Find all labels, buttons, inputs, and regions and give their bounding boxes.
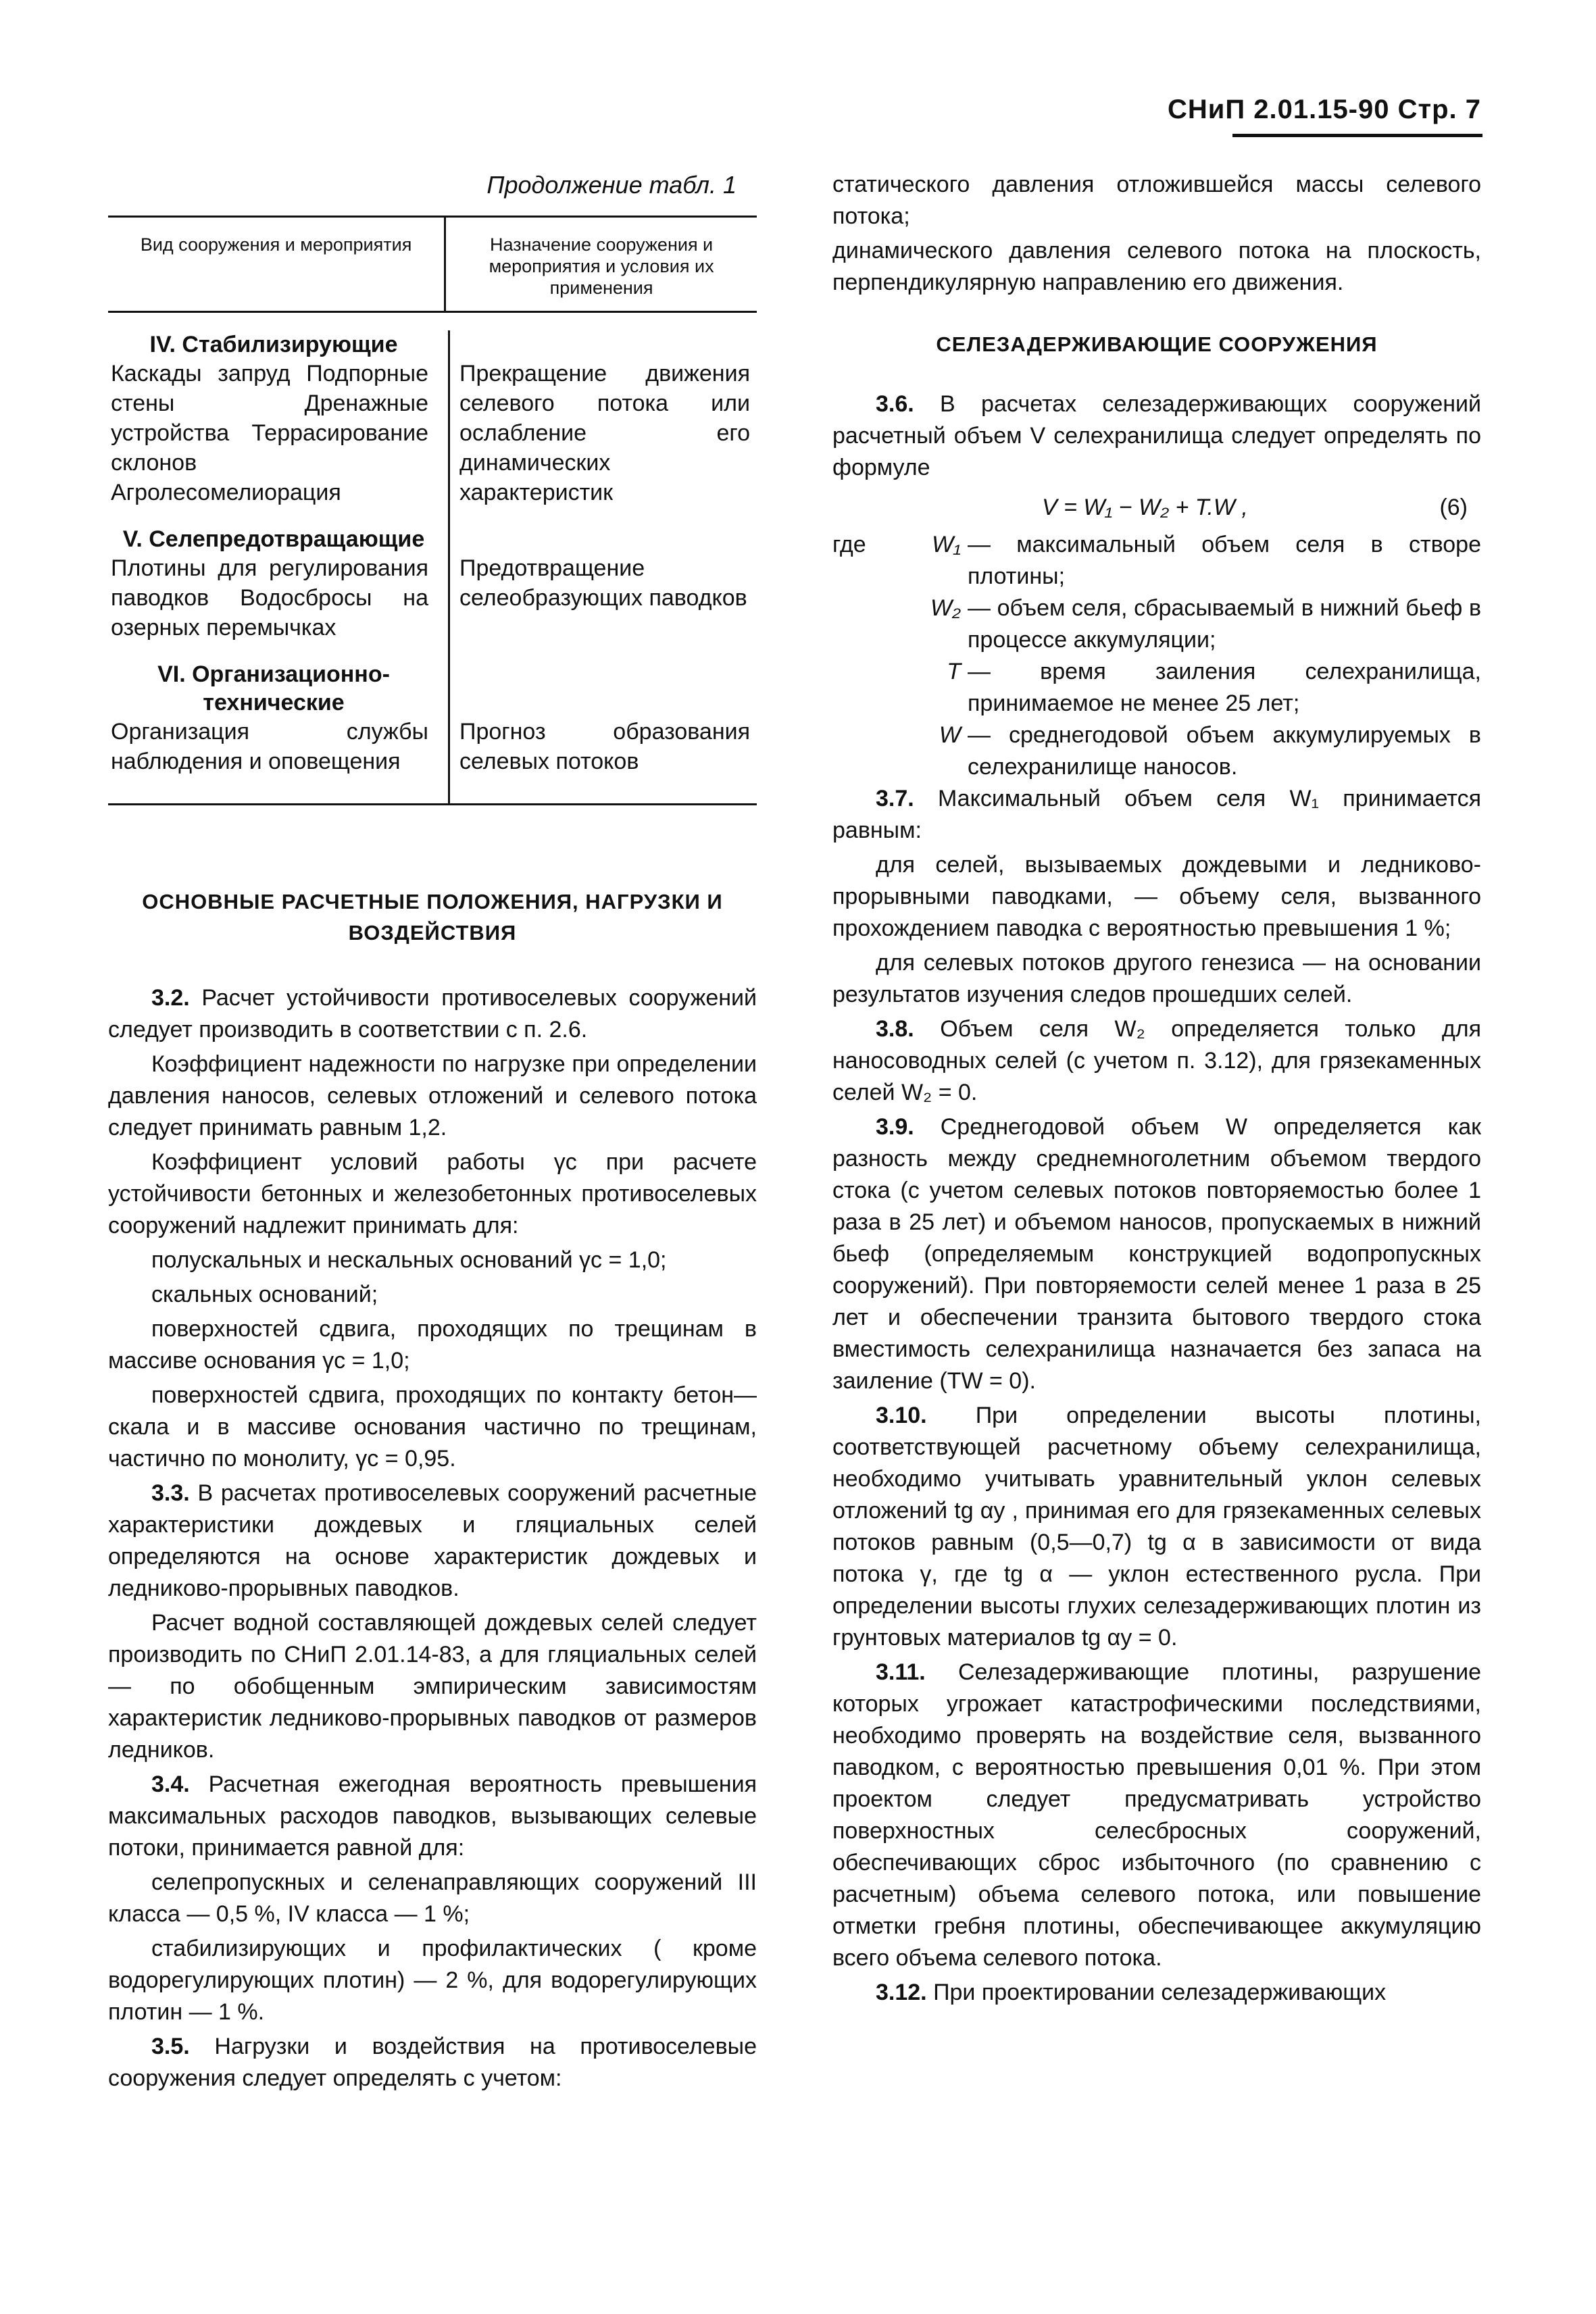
paragraph-3-2: [108, 982, 757, 1046]
clause-text: При проектировании селезадерживающих: [926, 1980, 1387, 2005]
table-header: [108, 218, 757, 313]
paragraph: полускальных и нескальных оснований γc = 1,0;: [151, 1247, 667, 1273]
table-continuation-caption: Продолжение табл. 1: [487, 171, 737, 199]
table-group-title: V. Селепредотвращающие: [122, 526, 425, 552]
clause-number: 3.6.: [876, 391, 914, 417]
paragraph-3-3: [108, 1478, 757, 1605]
header-rule: [1232, 134, 1482, 137]
where-symbol: W₁: [932, 532, 961, 557]
paragraph-3-6: [832, 388, 1481, 484]
paragraph: динамического давления селевого потока на плоскость, перпендикулярную направлению его движения.: [832, 238, 1481, 295]
table-body: [108, 330, 757, 805]
page-header: СНиП 2.01.15-90 Стр. 7: [1168, 95, 1481, 124]
table-cell-purpose: Прекращение движения селевого потока или ослабление его динамических характеристик: [459, 361, 750, 505]
where-symbol: W₂: [930, 595, 961, 621]
paragraph-3-11: [832, 1657, 1481, 1974]
table-group-title: VI. Организационно-технические: [157, 661, 390, 715]
clause-number: 3.9.: [876, 1114, 914, 1140]
clause-number: 3.11.: [876, 1659, 926, 1685]
where-block: [832, 529, 1481, 783]
where-item: [900, 656, 1481, 720]
where-definition: — среднегодовой объем аккумулируемых в селехранилище наносов.: [968, 722, 1481, 780]
table-row: [108, 717, 757, 776]
paragraph: для селей, вызываемых дождевыми и ледниково-прорывными паводками, — объему селя, вызванного прохождением паводка с вероятностью превышения 1 %;: [832, 852, 1481, 941]
clause-text: Расчетная ежегодная вероятность превышения максимальных расходов паводков, вызывающих селевые потоки, принимается равной для:: [108, 1771, 757, 1861]
paragraph-3-7: [832, 783, 1481, 847]
section-title-main: ОСНОВНЫЕ РАСЧЕТНЫЕ ПОЛОЖЕНИЯ, НАГРУЗКИ И ВОЗДЕЙСТВИЯ: [142, 890, 723, 945]
clause-text: В расчетах противоселевых сооружений расчетные характеристики дождевых и гляциальных селей определяются на основе характеристик дождевых и ледниково-прорывных паводков.: [108, 1480, 757, 1601]
table-col1-header: Вид сооружения и мероприятия: [108, 218, 446, 311]
clause-number: 3.3.: [151, 1480, 190, 1506]
table-row: [108, 553, 757, 643]
paragraph: поверхностей сдвига, проходящих по трещинам в массиве основания γc = 1,0;: [108, 1316, 757, 1374]
paragraph: Расчет водной составляющей дождевых селей следует производить по СНиП 2.01.14-83, а для гляциальных селей — по обобщенным эмпирическим зависимостям характеристик ледниково-прорывных паводков от размеров ледников.: [108, 1610, 757, 1763]
clause-number: 3.2.: [151, 985, 190, 1011]
table-col2-header: Назначение сооружения и мероприятия и условия их применения: [489, 234, 714, 298]
paragraph: Коэффициент надежности по нагрузке при определении давления наносов, селевых отложений и селевого потока следует принимать равным 1,2.: [108, 1051, 757, 1140]
clause-text: Расчет устойчивости противоселевых сооружений следует производить в соответствии с п. 2.6.: [108, 985, 757, 1042]
table-cell-items: Каскады запруд Подпорные стены Дренажные устройства Террасирование склонов Агролесомелиорация: [111, 361, 428, 505]
paragraph: статического давления отложившейся массы селевого потока;: [832, 172, 1481, 229]
where-definition: — время заиления селехранилища, принимаемое не менее 25 лет;: [968, 659, 1481, 716]
where-item: [900, 529, 1481, 593]
paragraph: Коэффициент условий работы γc при расчете устойчивости бетонных и железобетонных противоселевых сооружений надлежит принимать для:: [108, 1149, 757, 1238]
table-group-title: IV. Стабилизирующие: [149, 332, 398, 357]
where-list: [900, 529, 1481, 783]
formula-expression: V = W₁ − W₂ + T.W ,: [1042, 495, 1248, 520]
table-cell-items: Плотины для регулирования паводков Водосбросы на озерных перемычках: [111, 555, 428, 640]
paragraph: для селевых потоков другого генезиса — на основании результатов изучения следов прошедших селей.: [832, 950, 1481, 1007]
where-item: [900, 720, 1481, 783]
clause-text: При определении высоты плотины, соответствующей расчетному объему селехранилища, необходимо учитывать уравнительный уклон селевых отложений tg αy , принимая его для грязекаменных селевых потоков равным (0,5—0,7) tg α в зависимости от вида потока γ, где tg α — уклон естественного русла. При определении высоты глухих селезадерживающих плотин из грунтовых материалов tg αy = 0.: [832, 1403, 1481, 1651]
paragraph-3-12: [832, 1977, 1481, 2009]
where-symbol: T: [947, 659, 961, 684]
clause-number: 3.8.: [876, 1016, 914, 1042]
clause-text: Нагрузки и воздействия на противоселевые сооружения следует определять с учетом:: [108, 2034, 757, 2091]
clause-text: Селезадерживающие плотины, разрушение которых угрожает катастрофическими последствиями, необходимо проверять на воздействие селя, вызванного паводком, с вероятностью превышения 0,01 %. При этом проектом следует предусматривать устройство поверхностных селесбросных сооружений, обеспечивающих сброс избыточного (по сравнению с расчетным) объема селевого потока, или повышение отметки гребня плотины, обеспечивающее аккумуляцию всего объема селевого потока.: [832, 1659, 1481, 1971]
where-definition: — объем селя, сбрасываемый в нижний бьеф в процессе аккумуляции;: [968, 595, 1481, 653]
paragraph-3-9: [832, 1111, 1481, 1397]
clause-number: 3.7.: [876, 786, 914, 811]
paragraph-3-5: [108, 2031, 757, 2094]
clause-text: Объем селя W₂ определяется только для наносоводных селей (с учетом п. 3.12), для грязекаменных селей W₂ = 0.: [832, 1016, 1481, 1105]
paragraph: скальных оснований;: [151, 1282, 378, 1307]
table-row: [108, 359, 757, 507]
clause-number: 3.10.: [876, 1403, 927, 1428]
where-symbol: W: [939, 722, 961, 748]
clause-text: Среднегодовой объем W определяется как разность между среднемноголетним объемом твердого стока (с учетом селевых потоков повторяемостью более 1 раза в 25 лет) и объемом наносов, пропускаемых в нижний бьеф (определяемым конструкцией водопропускных сооружений). При повторяемости селей менее 1 раза в 25 лет и обеспечении транзита бытового твердого стока вместимость селехранилища назначается без запаса на заиление (TW = 0).: [832, 1114, 1481, 1394]
clause-number: 3.5.: [151, 2034, 190, 2059]
clause-number: 3.12.: [876, 1980, 927, 2005]
clause-text: В расчетах селезадерживающих сооружений расчетный объем V селехранилища следует определять по формуле: [832, 391, 1481, 480]
table-cell-purpose: Прогноз образования селевых потоков: [459, 719, 750, 774]
formula: [832, 492, 1481, 524]
table-cell-purpose: Предотвращение селеобразующих паводков: [459, 555, 747, 611]
paragraph: селепропускных и селенаправляющих сооружений III класса — 0,5 %, IV класса — 1 %;: [108, 1869, 757, 1927]
left-column: [108, 169, 757, 2097]
table: [108, 216, 757, 805]
where-definition: — максимальный объем селя в створе плотины;: [968, 532, 1481, 589]
paragraph-3-10: [832, 1400, 1481, 1654]
paragraph: поверхностей сдвига, проходящих по контакту бетон—скала и в массиве основания частично по трещинам, частично по монолиту, γc = 0,95.: [108, 1382, 757, 1472]
section-title-dams: СЕЛЕЗАДЕРЖИВАЮЩИЕ СООРУЖЕНИЯ: [936, 332, 1378, 356]
paragraph: стабилизирующих и профилактических ( кроме водорегулирующих плотин) — 2 %, для водорегулирующих плотин — 1 %.: [108, 1936, 757, 2025]
paragraph-3-8: [832, 1013, 1481, 1109]
where-label: где: [832, 532, 866, 557]
formula-number: (6): [1439, 495, 1468, 520]
right-column: [832, 169, 1481, 2011]
where-item: [900, 593, 1481, 656]
clause-number: 3.4.: [151, 1771, 190, 1797]
table-cell-items: Организация службы наблюдения и оповещения: [111, 719, 428, 774]
paragraph-3-4: [108, 1769, 757, 1864]
clause-text: Максимальный объем селя W₁ принимается равным:: [832, 786, 1481, 843]
